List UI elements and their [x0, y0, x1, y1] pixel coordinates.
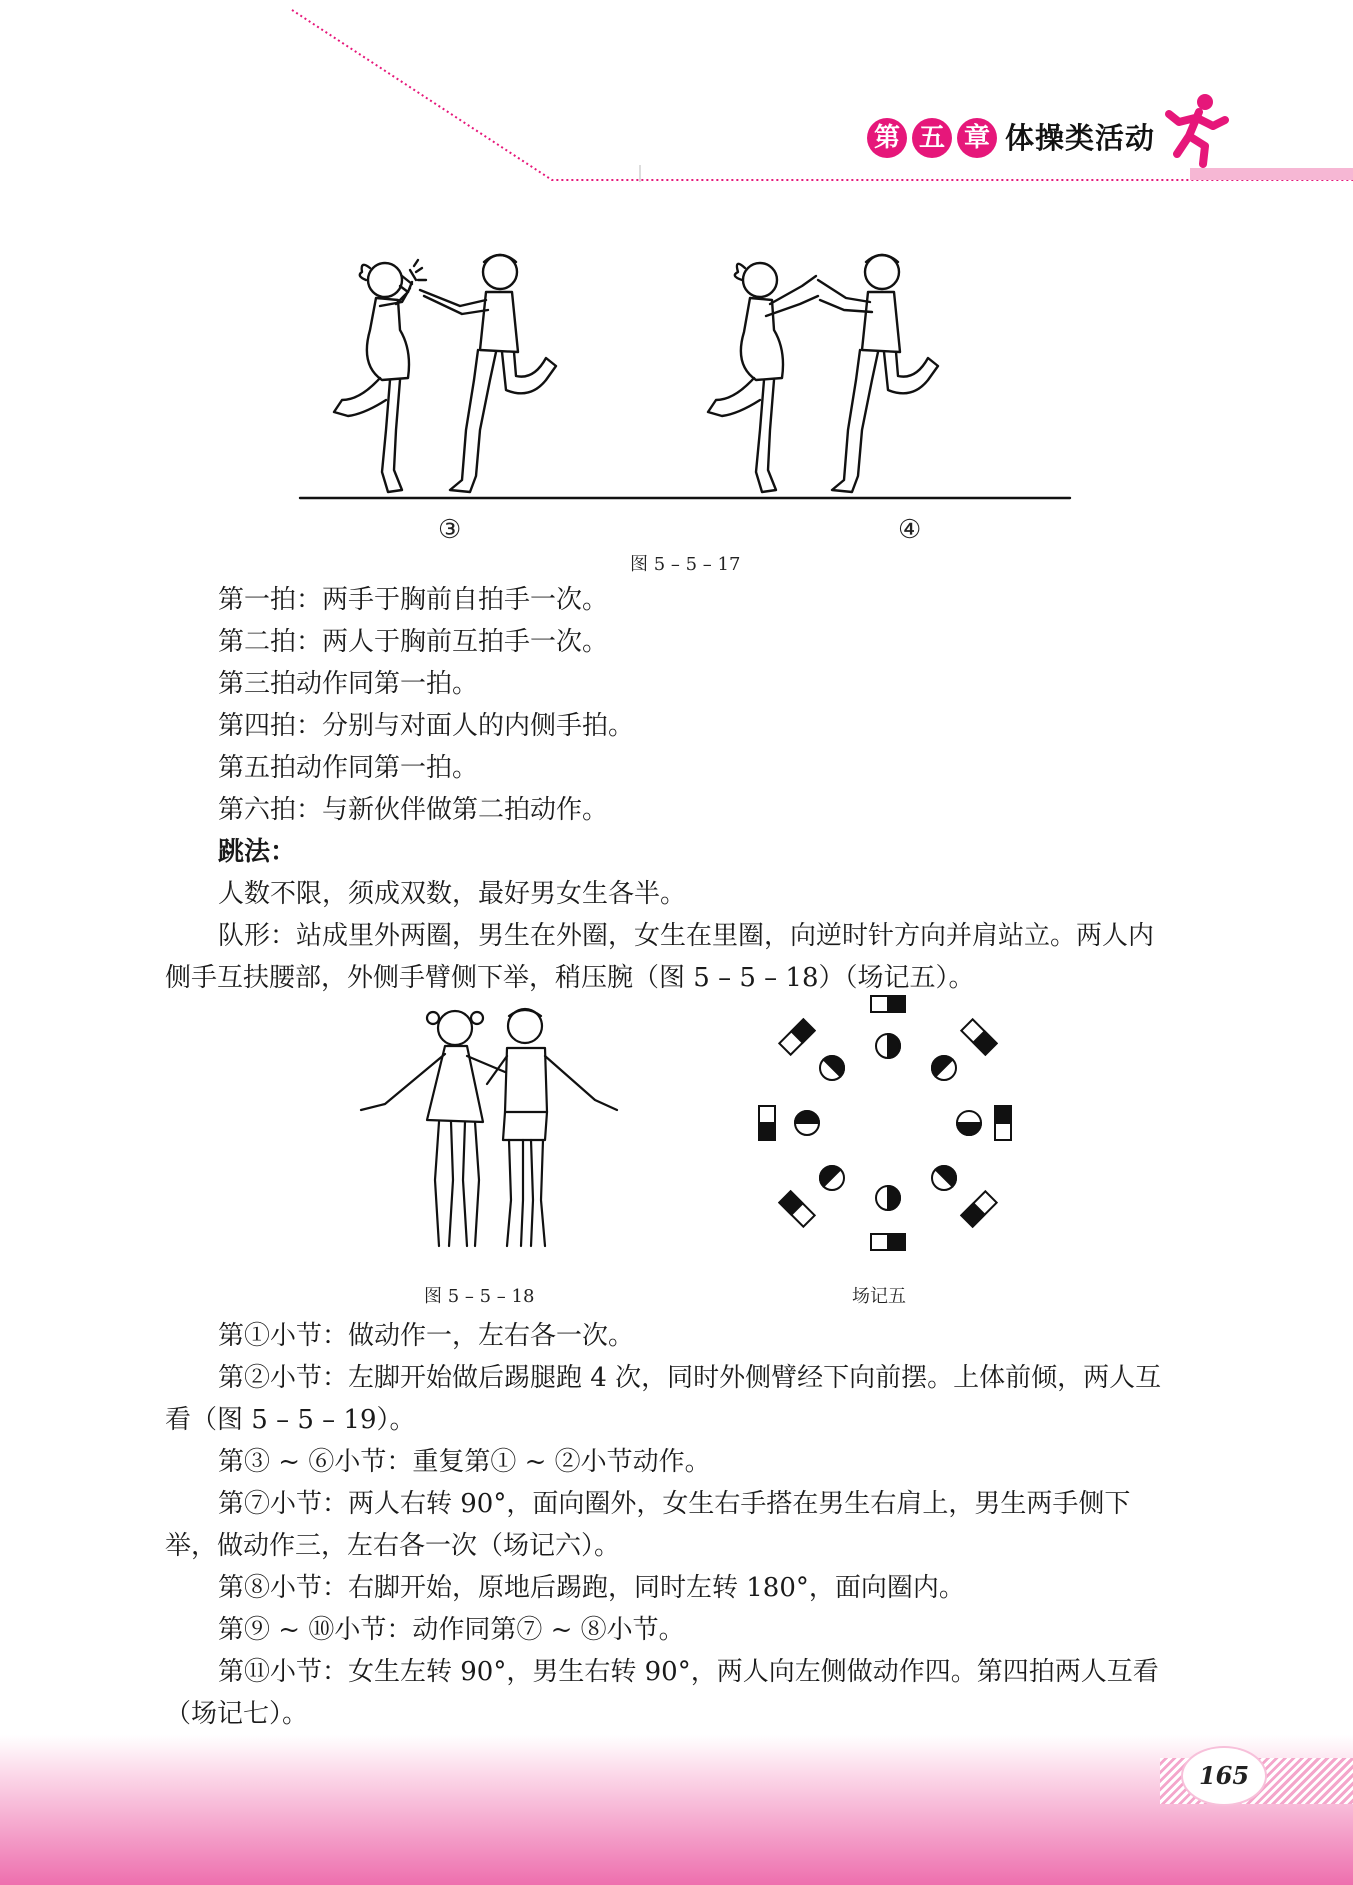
paragraph-beat-6: 第六拍：与新伙伴做第二拍动作。 [218, 795, 609, 825]
chapter-char-2: 五 [912, 118, 952, 158]
paragraph-measure-9-10: 第⑨ ~ ⑩小节：动作同第⑦ ~ ⑧小节。 [218, 1615, 685, 1645]
pair4-girl [708, 263, 818, 492]
pair3-boy [400, 255, 556, 492]
figure-caption-5-5-18: 图 5 – 5 – 18 [424, 1286, 535, 1307]
paragraph-measure-7b: 举，做动作三，左右各一次（场记六）。 [165, 1531, 621, 1561]
paragraph-beat-3: 第三拍动作同第一拍。 [218, 669, 479, 699]
paragraph-measure-8: 第⑧小节：右脚开始，原地后踢跑，同时左转 180°，面向圈内。 [218, 1573, 965, 1603]
paragraph-formation-1: 队形：站成里外两圈，男生在外圈，女生在里圈，向逆时针方向并肩站立。两人内 [218, 921, 1155, 951]
pair4-boy [818, 255, 938, 492]
figure-caption-5-5-17: 图 5 – 5 – 17 [630, 554, 741, 575]
paragraph-beat-1: 第一拍：两手于胸前自拍手一次。 [218, 585, 609, 615]
figure-5-5-18-illustration [355, 1000, 645, 1260]
section-heading-jump-method: 跳法： [218, 837, 297, 867]
chapter-char-3: 章 [957, 118, 997, 158]
paragraph-measure-11a: 第⑪小节：女生左转 90°，男生右转 90°，两人向左侧做动作四。第四拍两人互看 [218, 1657, 1159, 1687]
paragraph-measure-3-6: 第③ ~ ⑥小节：重复第① ~ ②小节动作。 [218, 1447, 711, 1477]
paragraph-beat-4: 第四拍：分别与对面人的内侧手拍。 [218, 711, 635, 741]
header-decoration [0, 0, 1353, 200]
chapter-char-1: 第 [867, 118, 907, 158]
paragraph-measure-11b: （场记七）。 [165, 1699, 309, 1729]
figure-label-4: ④ [898, 515, 922, 545]
pair3-girl [334, 260, 426, 492]
paragraph-beat-5: 第五拍动作同第一拍。 [218, 753, 479, 783]
paragraph-participants: 人数不限，须成双数，最好男女生各半。 [218, 879, 687, 909]
field-diagram-caption: 场记五 [852, 1286, 906, 1307]
runner-icon [1155, 92, 1235, 168]
paragraph-measure-2b: 看（图 5 – 5 – 19）。 [165, 1405, 416, 1435]
chapter-title: 体操类活动 [1005, 121, 1156, 155]
paragraph-measure-2a: 第②小节：左脚开始做后踢腿跑 4 次，同时外侧臂经下向前摆。上体前倾，两人互 [218, 1363, 1162, 1393]
figure-5-5-17-illustration [290, 240, 1080, 525]
paragraph-measure-7a: 第⑦小节：两人右转 90°，面向圈外，女生右手搭在男生右肩上，男生两手侧下 [218, 1489, 1131, 1519]
paragraph-measure-1: 第①小节：做动作一，左右各一次。 [218, 1321, 635, 1351]
paragraph-beat-2: 第二拍：两人于胸前互拍手一次。 [218, 627, 609, 657]
figure-label-3: ③ [438, 515, 462, 545]
footer-band [0, 1735, 1353, 1885]
field-diagram-5 [745, 990, 1030, 1260]
page-number: 165 [1198, 1761, 1250, 1790]
paragraph-formation-2: 侧手互扶腰部，外侧手臂侧下举，稍压腕（图 5 – 5 – 18）（场记五）。 [165, 963, 975, 993]
